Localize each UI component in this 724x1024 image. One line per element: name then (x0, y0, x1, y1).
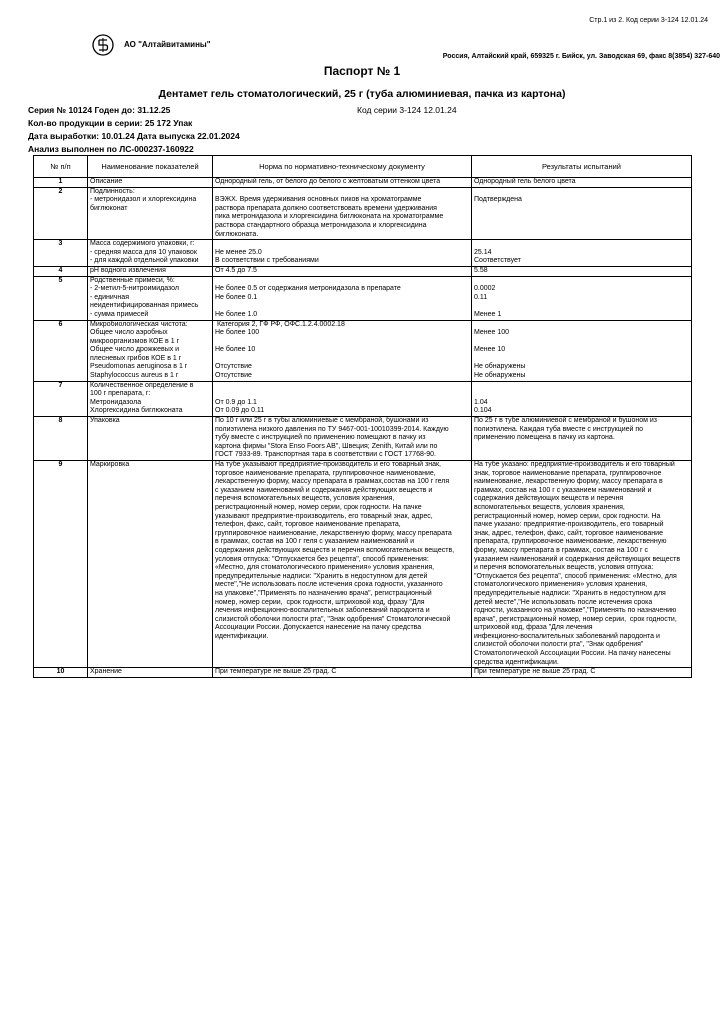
cell-line: Упаковка (90, 417, 120, 425)
cell-line: биглюконата. (215, 230, 259, 238)
cell-line: указывают предприятие-производитель, его товарный знак, адрес, (215, 512, 433, 520)
cell-name (88, 381, 213, 416)
cell-line: - средняя масса для 10 упаковок (90, 248, 197, 256)
cell-line: 100 г препарата, г: (90, 390, 151, 398)
cell-line: годности, указанного на упаковке","Применять по назначению (474, 607, 677, 615)
cell-line (474, 382, 689, 391)
cell-line: 0.0002 (474, 285, 496, 293)
cell-line: Микробиологическая чистота: (90, 320, 188, 328)
row-number: 3 (34, 240, 88, 267)
cell-result (472, 320, 692, 381)
cell-line: раствора стандартного образца метронидазола и хлоргексидина (215, 221, 427, 229)
cell-line: группировочное наименование, лекарственную форму, массу препарата (215, 529, 452, 537)
cell-line (215, 390, 469, 399)
cell-norm (213, 417, 472, 461)
cell-line: биглюконат (90, 204, 128, 212)
cell-line: предупредительные надписи: "Хранить в недоступном для (474, 589, 666, 597)
cell-line: лечения инфекционно-воспалительных заболеваний пародонта и (215, 607, 430, 615)
specification-table (33, 155, 692, 678)
cell-result (472, 417, 692, 461)
cell-line: По 10 г или 25 г в тубы алюминиевые с мембраной, бушонами из (215, 417, 429, 425)
cell-line: Не более 0.1 (215, 293, 258, 301)
cell-line: "Отпускается без рецепта", способ применения: «Местно, для (474, 572, 677, 580)
cell-line: Не менее 25.0 (215, 248, 262, 256)
cell-name (88, 417, 213, 461)
cell-line (474, 390, 689, 399)
company-address: Россия, Алтайский край, 659325 г. Бийск, ул. Заводская 69, факс 8(3854) 327-640 (442, 53, 720, 60)
cell-line (474, 188, 689, 197)
cell-line: Не более 10 (215, 346, 256, 354)
table-row (34, 178, 692, 188)
row-number: 2 (34, 187, 88, 240)
row-number: 1 (34, 178, 88, 188)
cell-line: При температуре не выше 25 град. С (474, 668, 596, 676)
page-info: Стр.1 из 2. Код серии 3-124 12.01.24 (589, 17, 708, 24)
cell-result (472, 381, 692, 416)
cell-result (472, 240, 692, 267)
cell-line (215, 188, 469, 197)
document-title: Паспорт № 1 (323, 64, 401, 78)
cell-line: Стоматологической Ассоциации России. На пачку нанесены (474, 650, 671, 658)
cell-result (472, 668, 692, 678)
cell-line: картона фирмы "Stora Enso Foors AB", Швеция; Zenith, Китай или по (215, 442, 438, 450)
cell-line: - 2-метил-5-нитроимидазол (90, 285, 179, 293)
cell-line: полиэтилена. Каждая туба вместе с инструкцией по (474, 425, 644, 433)
cell-line: - для каждой отдельной упаковки (90, 257, 199, 265)
cell-norm (213, 668, 472, 678)
cell-line: По 25 г в тубе алюминиевой с мембраной и бушоном из (474, 417, 657, 425)
cell-line: применению помещена в пачку из картона. (474, 434, 615, 442)
cell-line: При температуре не выше 25 град. С (215, 668, 337, 676)
cell-line: граммах, состав на 100 г с указанием наименований и (474, 486, 652, 494)
row-number: 5 (34, 276, 88, 320)
table-row (34, 461, 692, 668)
cell-line: и перечня вспомогательных веществ, условия отпуска: (474, 564, 654, 572)
cell-line: в граммах, состав на 100 г геля с указанием наименований и (215, 538, 414, 546)
cell-line: Хлоргексидина биглюконата (90, 407, 183, 415)
table-row (34, 266, 692, 276)
cell-line: Не более 100 (215, 329, 260, 337)
cell-line: пачке указано: предприятие-производитель, его товарный (474, 521, 664, 529)
cell-line: Менее 10 (474, 346, 506, 354)
cell-norm (213, 276, 472, 320)
cell-line: детей месте","Не использовать после истечения срока (474, 598, 653, 606)
cell-name (88, 668, 213, 678)
cell-line: Общее число аэробных (90, 329, 168, 337)
cell-line: pH водного извлечения (90, 266, 166, 274)
series-line: Серия № 10124 Годен до: 31.12.25 (28, 105, 171, 115)
cell-line: Staphylococcus aureus в 1 г (90, 372, 179, 380)
cell-name (88, 320, 213, 381)
cell-result (472, 187, 692, 240)
analysis-line: Анализ выполнен по ЛС-000237-160922 (28, 144, 194, 154)
cell-line: вспомогательных веществ, условия хранения, (474, 503, 625, 511)
cell-line: Хранение (90, 668, 122, 676)
cell-line: Масса содержимого упаковки, г: (90, 240, 195, 248)
cell-line: перечня вспомогательных веществ, условия хранения, (215, 495, 395, 503)
cell-line: От 0.9 до 1.1 (215, 398, 257, 406)
cell-line: наименование, лекарственную форму, массу препарата в (474, 478, 663, 486)
cell-line: На тубе указывают предприятие-производитель и его товарный знак, (215, 461, 442, 468)
cell-line: форму, массу препарата в граммах, состав на 100 г с (474, 546, 649, 554)
cell-line: врача", регистрационный номер, номер серии, срок годности, (474, 615, 677, 623)
cell-line: 0.11 (474, 293, 488, 301)
company-name: АО "Алтайвитамины" (124, 40, 211, 49)
cell-line: Однородный гель белого цвета (474, 178, 576, 185)
cell-line: регистрационный номер, номер серии, срок годности. На (474, 512, 661, 520)
header-norm: Норма по нормативно-техническому документу (213, 156, 472, 178)
company-logo-icon (92, 34, 114, 56)
cell-line: ВЭЖХ. Время удерживания основных пиков на хроматограмме (215, 196, 422, 204)
cell-line: на упаковке","Применять по назначению врача", регистрационный (215, 589, 432, 597)
cell-line (474, 277, 689, 286)
table-row (34, 417, 692, 461)
header-number: № п/п (34, 156, 88, 178)
cell-line: указанием наименований и содержания действующих веществ (474, 555, 681, 563)
series-code: Код серии 3-124 12.01.24 (357, 105, 457, 115)
cell-line: - метронидазол и хлоргексидина (90, 196, 197, 204)
cell-line: Менее 1 (474, 310, 502, 318)
cell-name (88, 240, 213, 267)
cell-line: Категория 2, ГФ РФ, ОФС.1.2.4.0002.18 (215, 320, 345, 328)
cell-line (474, 338, 689, 347)
cell-line: торговое наименование препарата, группировочное наименование, (215, 469, 436, 477)
table-row (34, 381, 692, 416)
cell-line: полиэтилена низкого давления по ТУ 9467-001-10010399-2014. Каждую (215, 425, 449, 433)
cell-norm (213, 187, 472, 240)
cell-line: слизистой оболочки полости рта", "Знак одобрения" (474, 641, 644, 649)
cell-line: Не более 1.0 (215, 310, 258, 318)
cell-line: неидентифицированная примесь (90, 302, 199, 310)
cell-line: Не обнаружены (474, 372, 526, 380)
cell-line: Маркировка (90, 461, 130, 468)
cell-line (474, 240, 689, 249)
header-indicator: Наименование показателей (88, 156, 213, 178)
cell-line (474, 321, 689, 330)
row-number: 6 (34, 320, 88, 381)
cell-line: - сумма примесей (90, 310, 149, 318)
row-number: 10 (34, 668, 88, 678)
cell-line: номер, номер серии, срок годности, штриховой код, фразу "Для (215, 598, 425, 606)
row-number: 8 (34, 417, 88, 461)
table-row (34, 187, 692, 240)
cell-line: Менее 100 (474, 329, 510, 337)
cell-line: пика метронидазола и хлоргексидина биглюконата на хроматограмме (215, 213, 444, 221)
table-row (34, 276, 692, 320)
cell-line: Родственные примеси, %: (90, 276, 175, 284)
cell-norm (213, 320, 472, 381)
cell-line: - единичная (90, 293, 129, 301)
cell-line: Подтверждена (474, 196, 522, 204)
cell-line: ГОСТ 7933-89. Транспортная тара в соответствии с ГОСТ 17768-90. (215, 451, 436, 459)
qty-line: Кол-во продукции в серии: 25 172 Упак (28, 118, 193, 128)
cell-norm (213, 178, 472, 188)
cell-line: содержания действующих веществ и перечня вспомогательных веществ, (215, 546, 455, 554)
cell-line: Общее число дрожжевых и (90, 346, 180, 354)
table-row (34, 668, 692, 678)
cell-line: лекарственную форму, массу препарата в граммах,состав на 100 г геля (215, 478, 450, 486)
product-name: Дентамет гель стоматологический, 25 г (туба алюминиевая, пачка из картона) (158, 88, 566, 100)
cell-line: Pseudomonas aeruginosa в 1 г (90, 363, 188, 371)
cell-line: 25.14 (474, 248, 492, 256)
table-row (34, 320, 692, 381)
cell-line: плесневых грибов КОЕ в 1 г (90, 354, 182, 362)
table-row (34, 240, 692, 267)
cell-line: условия отпуска: "Отпускается без рецепта", способ применения: (215, 555, 429, 563)
cell-line: предупредительные надписи: "Хранить в недоступном для детей (215, 572, 428, 580)
cell-line: Отсутствие (215, 363, 252, 371)
cell-result (472, 178, 692, 188)
cell-line: Описание (90, 178, 123, 185)
cell-line: От 4.5 до 7.5 (215, 266, 257, 274)
header-result: Результаты испытаний (472, 156, 692, 178)
cell-line: знак, адрес, телефон, факс, сайт, торговое наименование (474, 529, 663, 537)
row-number: 4 (34, 266, 88, 276)
dates-line: Дата выработки: 10.01.24 Дата выпуска 22.01.2024 (28, 131, 240, 141)
cell-line: 0.104 (474, 407, 492, 415)
cell-line (215, 277, 469, 286)
cell-norm (213, 461, 472, 668)
cell-name (88, 461, 213, 668)
cell-name (88, 266, 213, 276)
cell-line: микроорганизмов КОЕ в 1 г (90, 337, 180, 345)
cell-line: средства идентификации. (474, 658, 559, 666)
cell-line: идентификации. (215, 632, 269, 640)
cell-line: 1.04 (474, 398, 488, 406)
cell-norm (213, 266, 472, 276)
cell-line (215, 302, 469, 311)
cell-result (472, 461, 692, 668)
cell-result (472, 266, 692, 276)
cell-line (215, 240, 469, 249)
cell-line: Не обнаружены (474, 363, 526, 371)
cell-line (474, 302, 689, 311)
cell-line: содержания действующих веществ и перечня (474, 495, 624, 503)
cell-line: От 0.09 до 0.11 (215, 407, 265, 415)
cell-line (215, 355, 469, 364)
cell-result (472, 276, 692, 320)
cell-line: Количественное определение в (90, 381, 194, 389)
table-body (34, 178, 692, 678)
cell-line: месте","Не использовать после истечения срока годности, указанного (215, 581, 443, 589)
row-number: 9 (34, 461, 88, 668)
cell-name (88, 187, 213, 240)
cell-norm (213, 240, 472, 267)
cell-line: «Местно, для стоматологического применения» условия хранения, (215, 564, 435, 572)
cell-norm (213, 381, 472, 416)
cell-line: препарата, группировочное наименование, лекарственную (474, 538, 667, 546)
cell-line: Подлинность: (90, 187, 135, 195)
cell-line: Ассоциации России. Допускается нанесение на пачку средства (215, 624, 422, 632)
cell-line: регистрационный номер, номер серии, срок годности. На пачке (215, 503, 422, 511)
cell-name (88, 178, 213, 188)
cell-line: телефон, факс, сайт, торговое наименование препарата, (215, 521, 401, 529)
cell-line: тубу вместе с инструкцией по применению помещают в пачку из (215, 434, 426, 442)
cell-line: Отсутствие (215, 372, 252, 380)
cell-line: Не более 0.5 от содержания метронидазола в препарате (215, 285, 401, 293)
cell-line: 5.58 (474, 266, 488, 274)
cell-line: Однородный гель, от белого до белого с желтоватым оттенком цвета (215, 178, 441, 185)
cell-line: слизистой оболочки полости рта", "Знак одобрения" Стоматологической (215, 615, 451, 623)
cell-line: штриховой код, фраза "Для лечения (474, 624, 593, 632)
cell-line: раствора препарата должно соответствовать времени удерживания (215, 204, 437, 212)
cell-line: В соответствии с требованиями (215, 257, 319, 265)
cell-line: знак, торговое наименование препарата, группировочное (474, 469, 662, 477)
cell-line: инфекционно-воспалительных заболеваний пародонта и (474, 632, 660, 640)
cell-line: Метронидазола (90, 398, 142, 406)
cell-line: стоматологического применения» условия хранения, (474, 581, 648, 589)
cell-line: с указанием наименований и содержания действующих веществ и (215, 486, 433, 494)
cell-line (215, 338, 469, 347)
cell-name (88, 276, 213, 320)
cell-line: На тубе указано: предприятие-производитель и его товарный (474, 461, 675, 468)
cell-line (215, 382, 469, 391)
cell-line: Соответствует (474, 257, 521, 265)
row-number: 7 (34, 381, 88, 416)
